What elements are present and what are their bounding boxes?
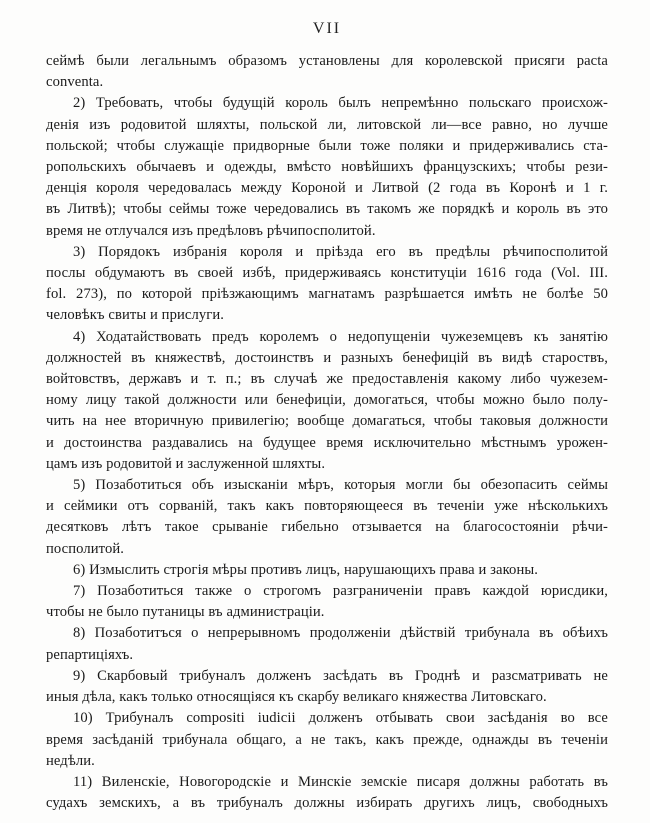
- text-line: сеймѣ были легальнымъ образомъ установлены для королевской присяги pacta: [46, 53, 608, 69]
- text-line: денія изъ родовитой шляхты, польской ли, литовской ли—все равно, но лучше: [46, 116, 608, 133]
- text-block: [46, 51, 608, 814]
- text-line: чить на нее вторичную привилегію; вообще домагаться, чтобы таковыя должности: [46, 413, 608, 430]
- text-line: 4) Ходатайствовать предъ королемъ о недопущеніи чужеземцевъ къ занятію: [73, 328, 608, 345]
- text-line: 9) Скарбовый трибуналъ долженъ засѣдать въ Гроднѣ и разсматривать не: [73, 667, 608, 684]
- text-line: должностей въ княжествѣ, достоинствъ и разныхъ бенефицій въ видѣ староствъ,: [46, 349, 608, 366]
- text-line: и сеймики отъ сорваній, такъ какъ повторяющееся въ теченіи уже нѣсколькихъ: [46, 498, 608, 515]
- text-line: 8) Позаботитъся о непрерывномъ продолженіи дѣйствій трибунала въ обѣихъ: [73, 625, 608, 642]
- text-line: недѣли.: [46, 752, 95, 769]
- text-line: чтобы не было путаницы въ администраціи.: [46, 604, 325, 621]
- text-line: время засѣданій трибунала общаго, а не такъ, какъ прежде, однажды въ теченіи: [46, 731, 608, 748]
- text-line: 10) Трибуналъ compositi iudicii долженъ отбывать свои засѣданія во все: [73, 710, 608, 727]
- text-line: время не отлучался изъ предѣловъ рѣчипосполитой.: [46, 222, 376, 239]
- text-line: судахъ земскихъ, а въ трибуналъ должны избирать другихъ лицъ, свободныхъ: [46, 795, 608, 812]
- text-line: 6) Измыслить строгія мѣры противъ лицъ, нарушающихъ права и законы.: [73, 561, 539, 578]
- text-line: денція короля чередовалась между Короной и Литвой (2 года въ Коронѣ и 1 г.: [46, 180, 608, 197]
- text-line: иныя дѣла, какъ только относящіяся къ скарбу великаго княжества Литовскаго.: [46, 689, 547, 706]
- text-line: ропольскихъ обычаевъ и одежды, вмѣсто новѣйшихъ французскихъ; чтобы рези-: [46, 159, 608, 176]
- text-line: репартиціяхъ.: [46, 646, 134, 663]
- text-line: fol. 273), по которой пріѣзжающимъ магнатамъ разрѣшается имѣть не болѣе 50: [46, 286, 608, 303]
- text-line: послы обдумаютъ въ своей избѣ, придерживаясь конституціи 1616 года (Vol. III.: [46, 265, 608, 282]
- text-line: десятковъ лѣтъ такое срываніе гибельно отзывается на благосостояніи рѣчи-: [46, 519, 608, 536]
- text-line: человѣкъ свиты и прислуги.: [46, 307, 224, 324]
- text-line: цамъ изъ родовитой и заслуженной шляхты.: [46, 455, 326, 472]
- text-line: ному лицу такой должности или бенефиціи, домогаться, чтобы можно было полу-: [46, 392, 608, 409]
- text-line: conventa.: [46, 74, 104, 91]
- text-line: и достоинства раздавались на будущее время исключительно мѣстнымъ урожен-: [46, 434, 608, 451]
- text-line: посполитой.: [46, 540, 124, 557]
- text-line: 3) Порядокъ избранія короля и пріѣзда его въ предѣлы рѣчипосполитой: [73, 243, 608, 260]
- text-line: 5) Позаботиться объ изысканіи мѣръ, которыя могли бы обезопасить сеймы: [73, 477, 608, 494]
- text-line: въ Литвѣ); чтобы сеймы тоже чередовались въ такомъ же порядкѣ и король въ это: [46, 201, 608, 218]
- text-line: войтовствъ, державъ и т. п.; въ случаѣ же предоставленія какому либо чужезем-: [46, 371, 608, 388]
- text-line: 2) Требовать, чтобы будущій король былъ непремѣнно польскаго происхож-: [73, 95, 608, 112]
- text-line: 11) Виленскіе, Новогородскіе и Минскіе земскіе писаря должны работать въ: [73, 773, 608, 790]
- page-number: VII: [312, 20, 342, 37]
- text-line: польской; чтобы служащіе придворные были тоже поляки и придерживались ста-: [46, 137, 608, 154]
- text-line: 7) Позаботиться также о строгомъ разграниченіи правъ каждой юрисдики,: [73, 583, 608, 600]
